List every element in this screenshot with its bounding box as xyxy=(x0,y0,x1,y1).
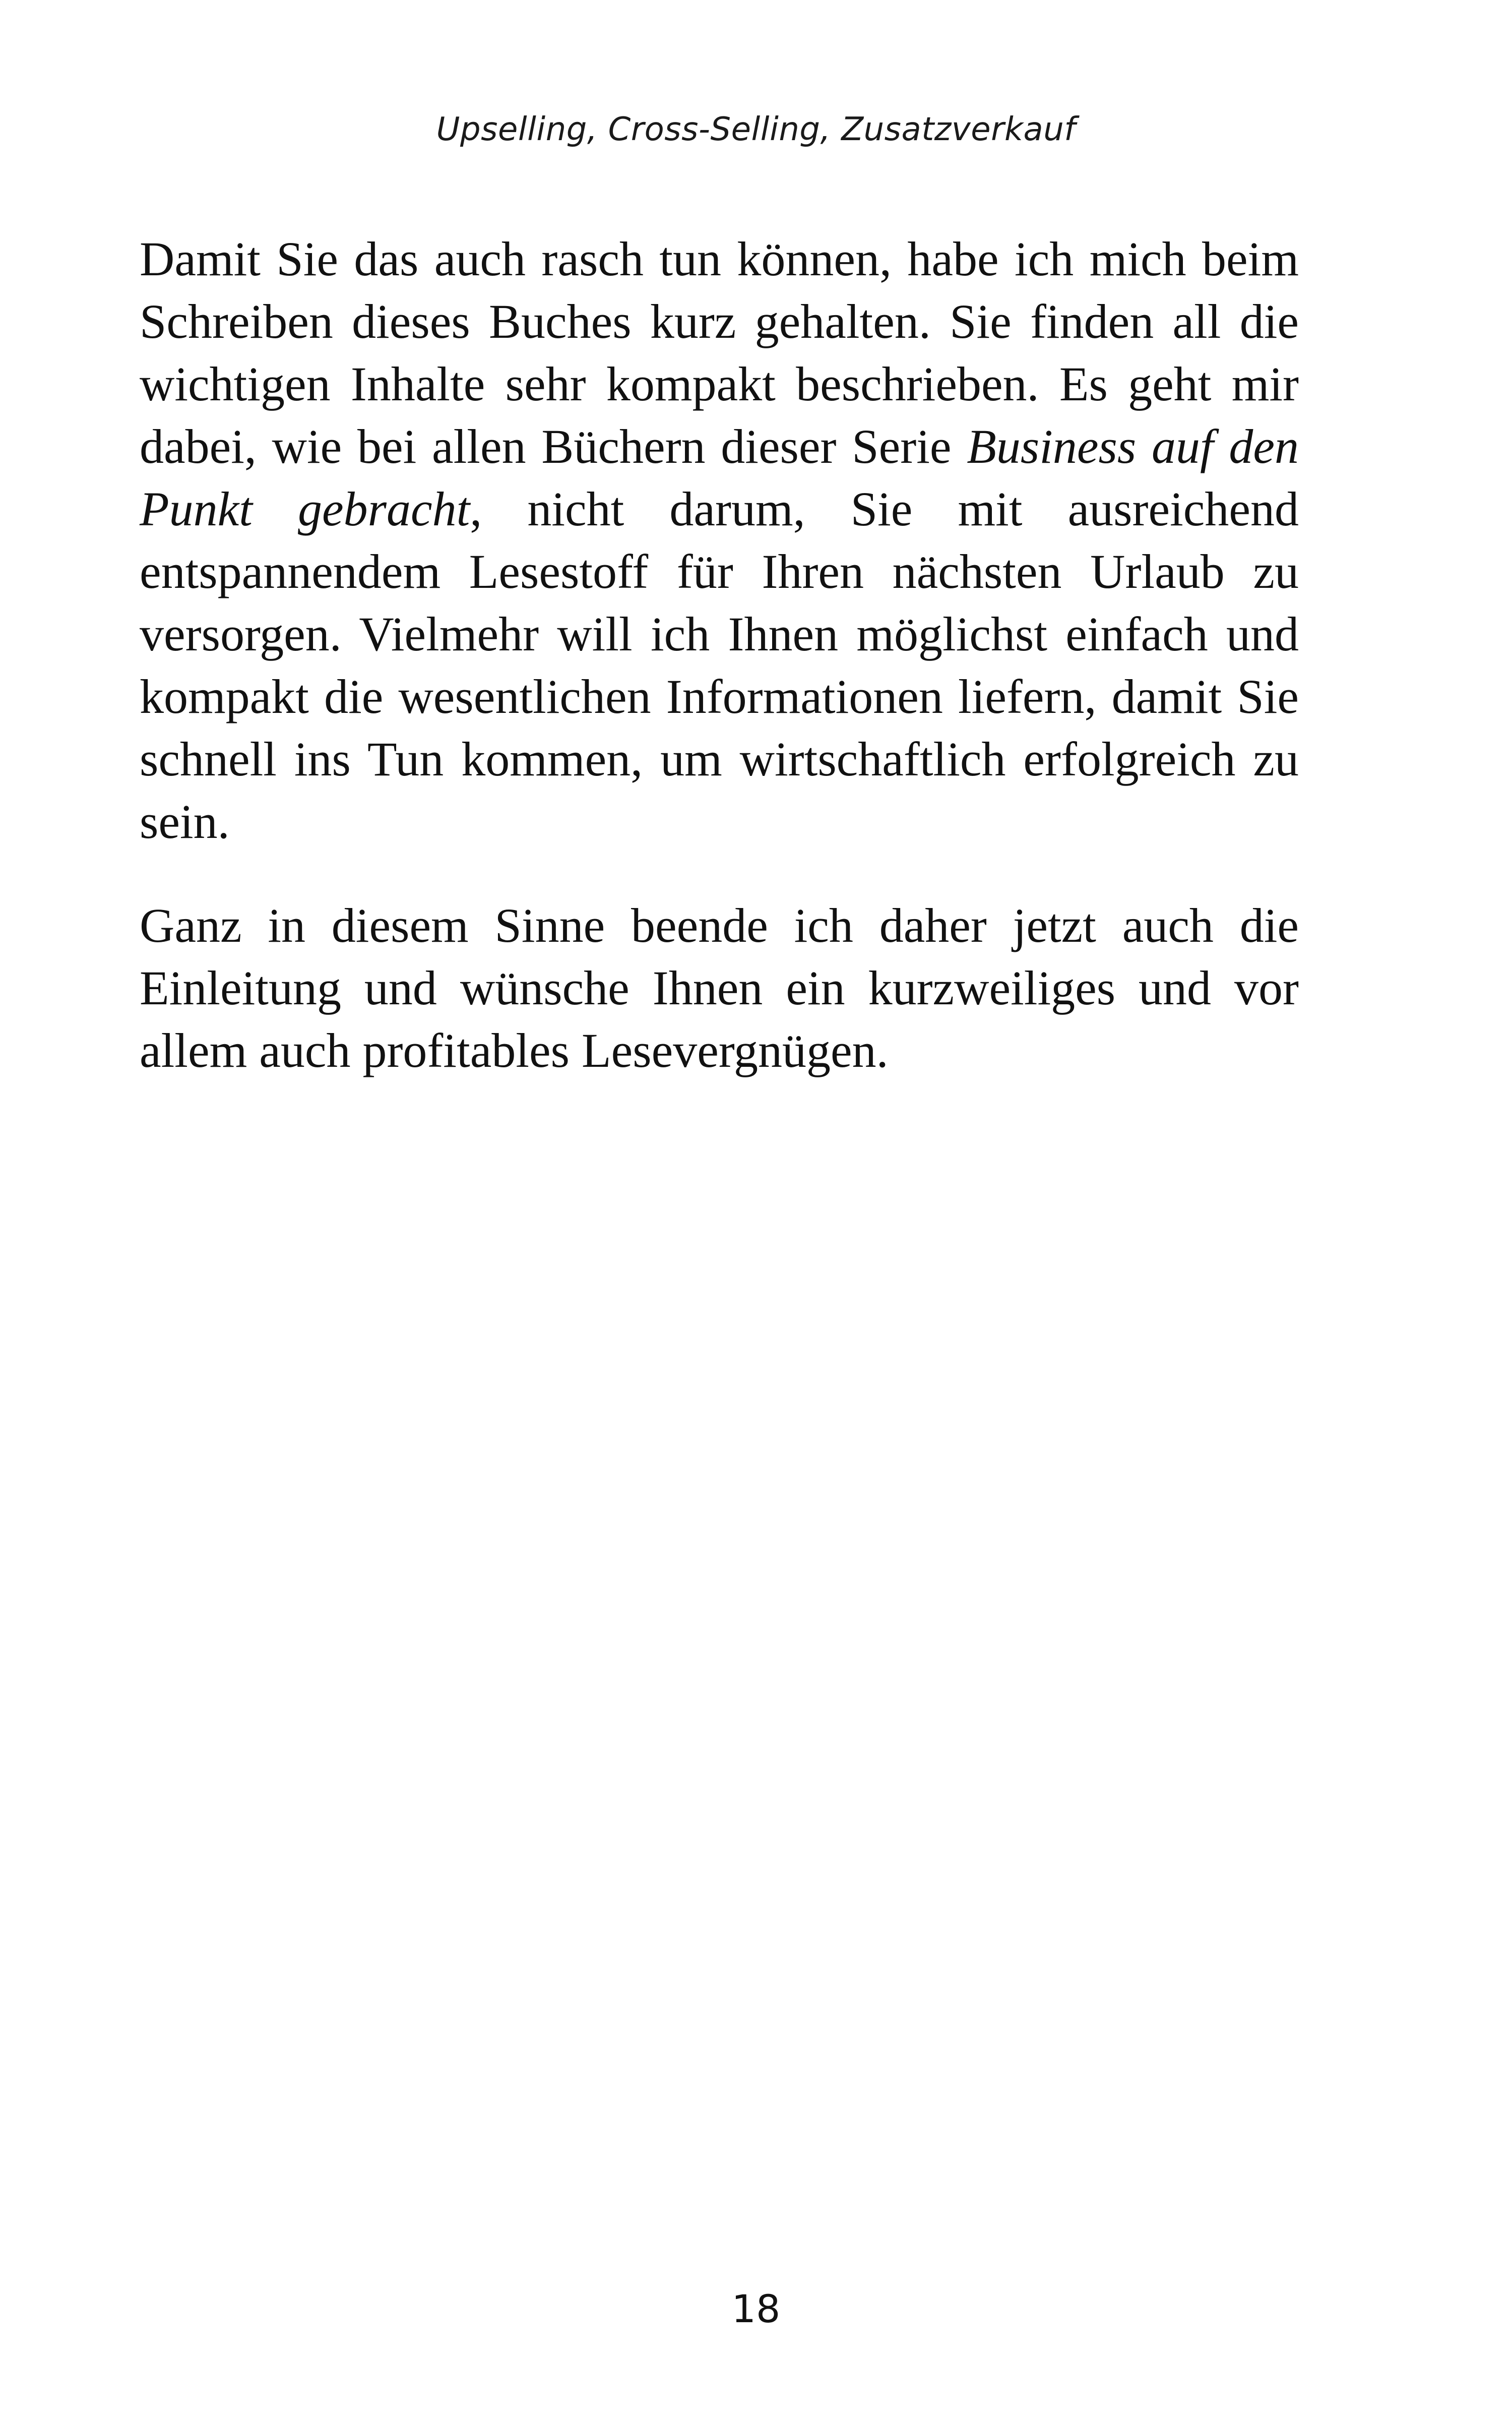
body-text xyxy=(140,228,1299,1123)
paragraph-1-text-after: , nicht darum, Sie mit ausreichend entspannendem Lesestoff für Ihren nächsten Urlaub zu versorgen. Vielmehr will ich Ihnen möglichst einfach und kompakt die wesentlichen Informationen liefern, damit Sie schnell ins Tun kommen, um wirtschaftlich erfolgreich zu sein. xyxy=(140,482,1299,849)
page-number: 18 xyxy=(731,2286,781,2331)
paragraph-1-text-before: Damit Sie das auch rasch tun können, habe ich mich beim Schreiben dieses Buches kurz gehalten. Sie finden all die wichtigen Inhalte sehr kompakt beschrieben. Es geht mir dabei, wie bei allen Büchern dieser Serie xyxy=(140,232,1299,473)
series-title: Business auf den Punkt gebracht xyxy=(140,419,1299,536)
paragraph-1 xyxy=(140,228,1299,853)
running-header: Upselling, Cross-Selling, Zusatzverkauf xyxy=(436,111,1076,148)
paragraph-2: Ganz in diesem Sinne beende ich daher jetzt auch die Einleitung und wünsche Ihnen ein kurzweiliges und vor allem auch profitables Lesevergnügen. xyxy=(140,898,1299,1077)
